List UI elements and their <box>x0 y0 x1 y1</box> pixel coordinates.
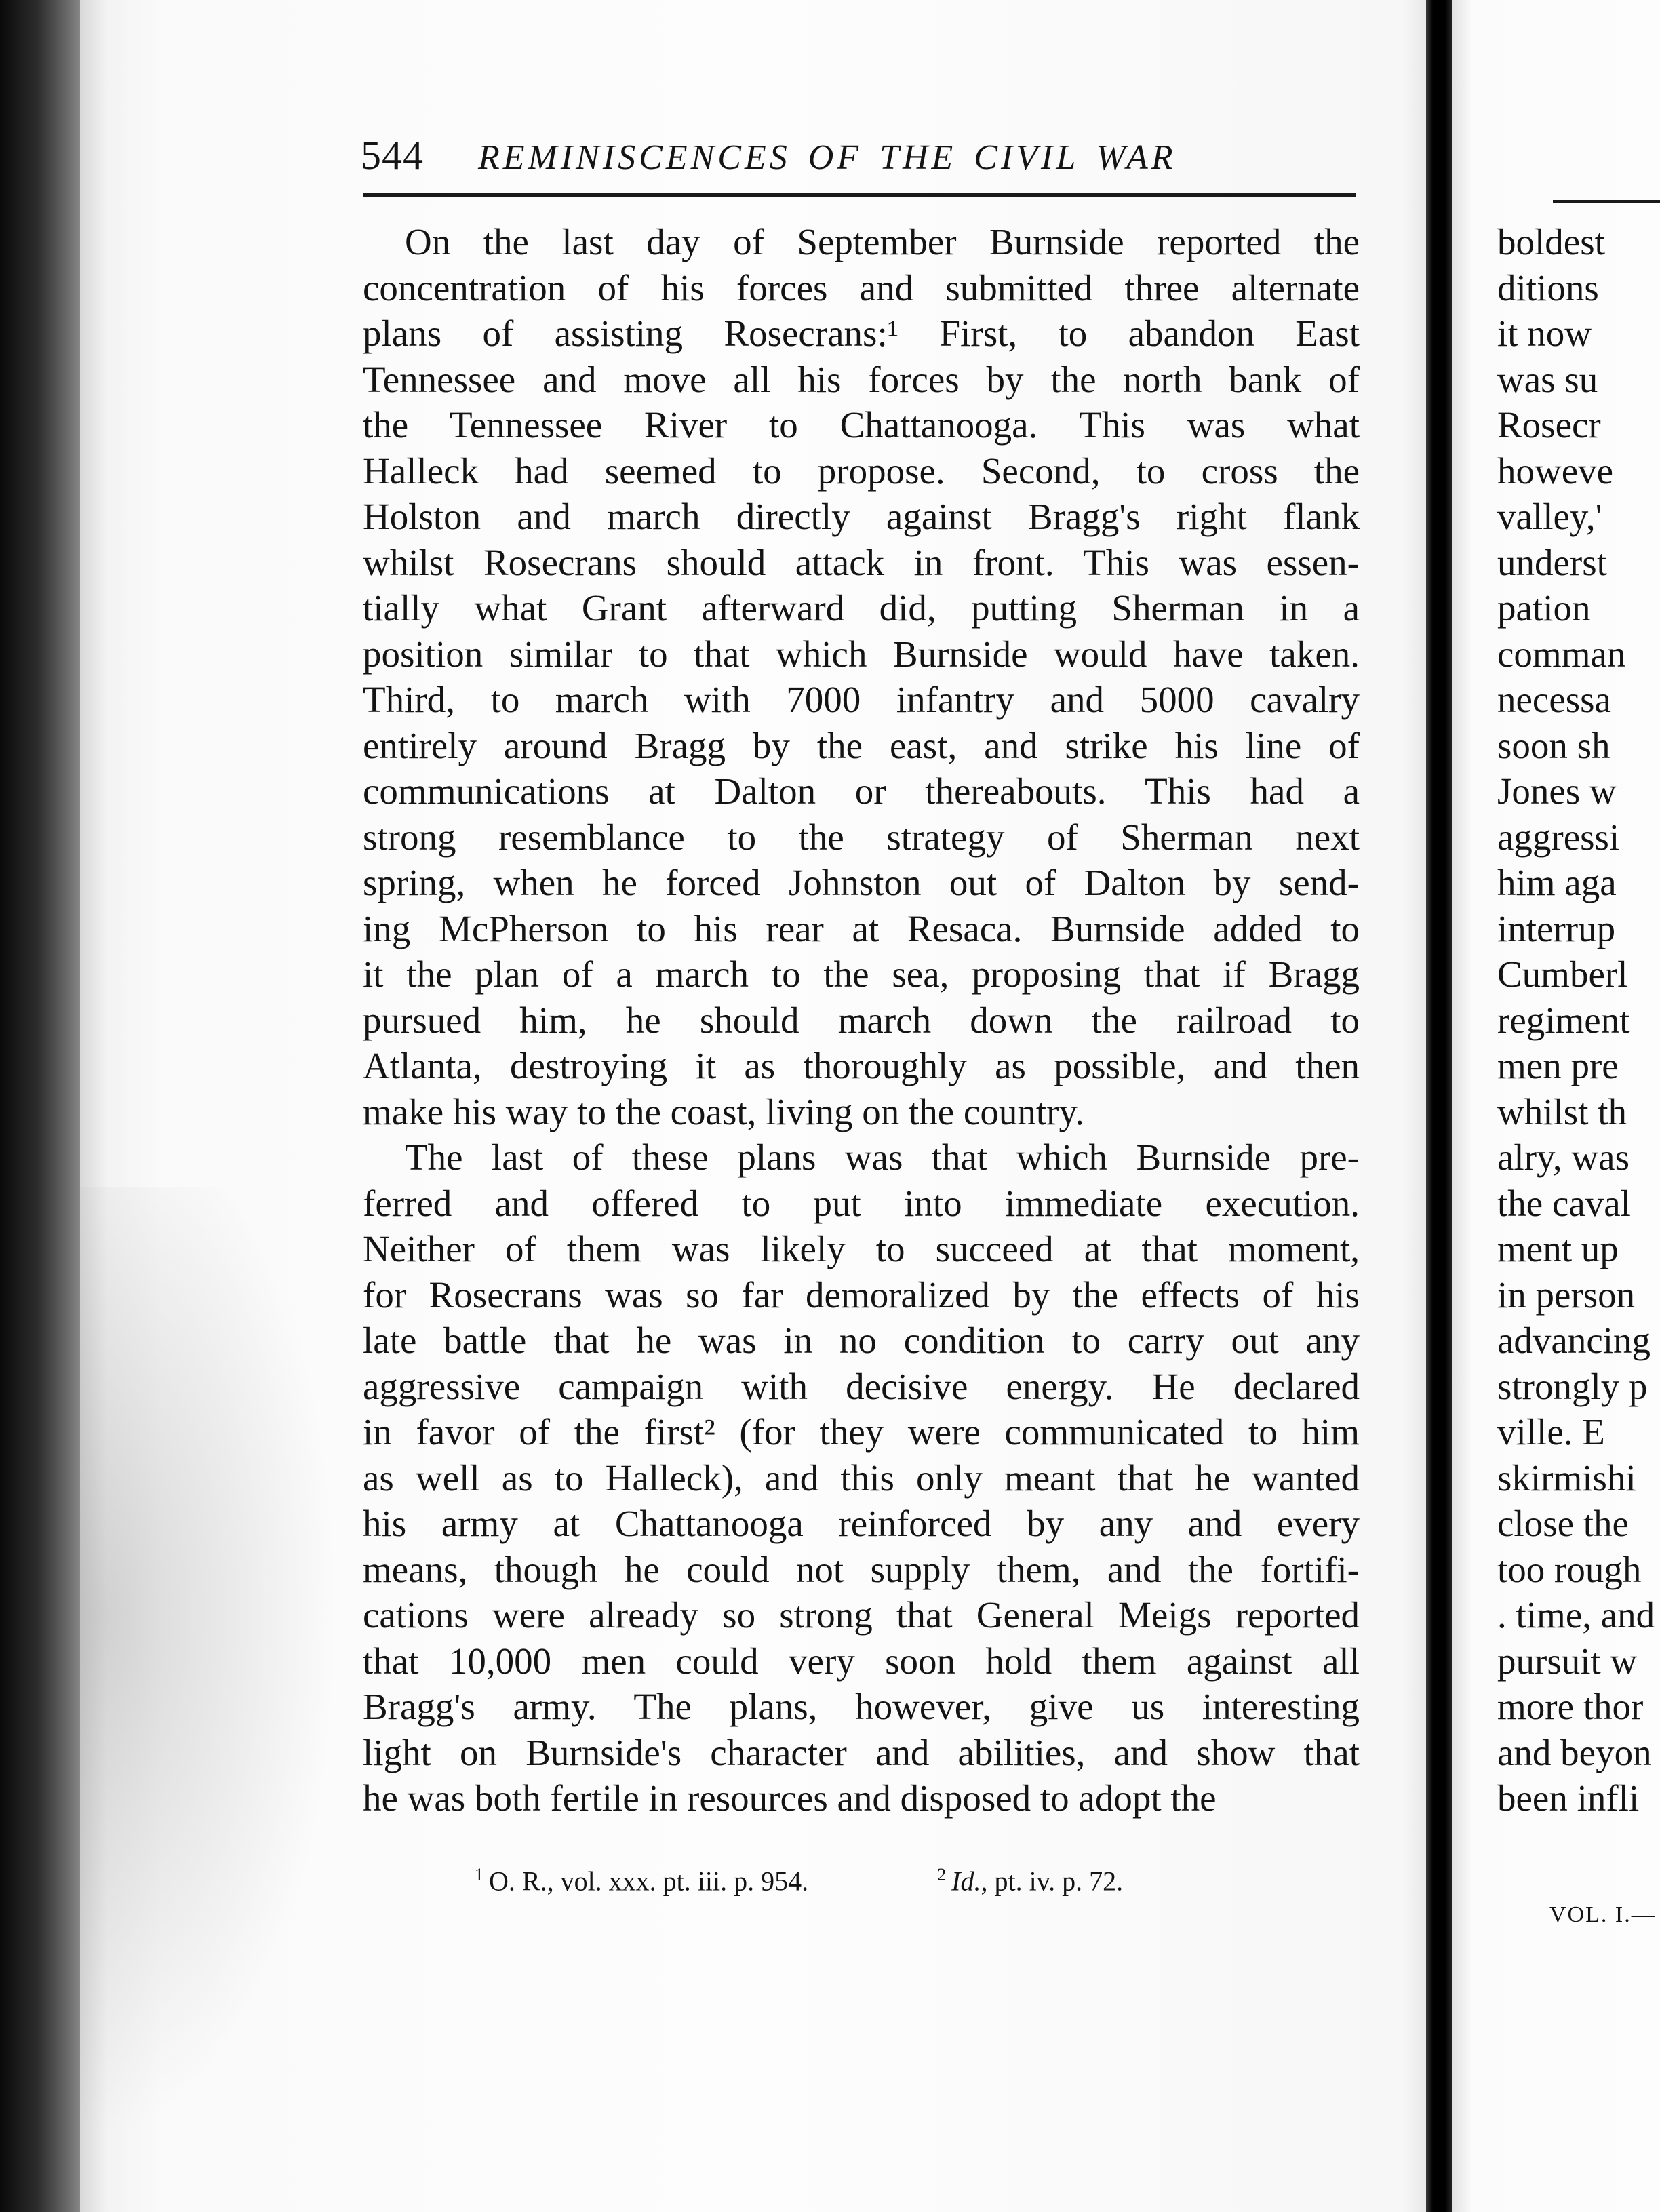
right-page-line: Rosecr <box>1497 404 1601 446</box>
text-line: as well as to Halleck), and this only meant that he wanted <box>363 1457 1360 1499</box>
right-page-line: ditions <box>1497 266 1599 309</box>
right-page-text <box>1497 219 1660 1821</box>
header-rule <box>363 193 1356 197</box>
right-page-line: alry, was <box>1497 1137 1629 1178</box>
text-line: strong resemblance to the strategy of Sherman next <box>363 816 1360 858</box>
right-page-line: ville. E <box>1497 1411 1605 1453</box>
text-line: Third, to march with 7000 infantry and 5000 cavalry <box>363 679 1360 720</box>
text-line: tially what Grant afterward did, putting Sherman in a <box>363 587 1360 629</box>
right-page-line: him aga <box>1497 862 1617 903</box>
right-page-line: regiment <box>1497 999 1630 1041</box>
right-page-line: too rough <box>1497 1548 1642 1590</box>
right-page-signature-mark: VOL. I.— <box>1549 1902 1656 1927</box>
right-page-line: necessa <box>1497 679 1611 720</box>
text-line: late battle that he was in no condition to carry out any <box>363 1320 1360 1361</box>
text-line: for Rosecrans was so far demoralized by the effects of his <box>363 1273 1360 1316</box>
text-line: ing McPherson to his rear at Resaca. Burnside added to <box>363 907 1360 949</box>
right-page-line: in person <box>1497 1273 1636 1316</box>
text-line: Holston and march directly against Bragg's right flank <box>363 496 1360 537</box>
footnote-1-mark: 1 <box>475 1865 483 1884</box>
right-page-line: strongly p <box>1497 1365 1648 1407</box>
text-line: Halleck had seemed to propose. Second, to cross the <box>363 450 1360 492</box>
text-line: communications at Dalton or thereabouts. This had a <box>363 770 1360 812</box>
right-page-line: soon sh <box>1497 724 1610 766</box>
text-line: his army at Chattanooga reinforced by any and every <box>363 1503 1360 1544</box>
right-page-line: . time, and <box>1497 1594 1655 1636</box>
text-line: pursued him, he should march down the railroad to <box>363 999 1360 1041</box>
text-line: spring, when he forced Johnston out of Dalton by send- <box>363 862 1360 903</box>
right-page-line: ment up <box>1497 1228 1619 1269</box>
right-page-line: was su <box>1497 358 1598 400</box>
right-page-line: whilst th <box>1497 1090 1627 1132</box>
text-line: Bragg's army. The plans, however, give us interesting <box>363 1686 1360 1727</box>
right-page-line: men pre <box>1497 1045 1619 1086</box>
text-line: means, though he could not supply them, and the fortifi- <box>363 1548 1360 1590</box>
right-page-line: Cumberl <box>1497 953 1628 995</box>
right-page-header-rule <box>1553 200 1660 203</box>
page-number: 544 <box>361 133 424 178</box>
right-page-line: and beyon <box>1497 1731 1652 1773</box>
text-line: the Tennessee River to Chattanooga. This was what <box>363 404 1360 446</box>
page-edge-shadow <box>0 0 88 2212</box>
text-line: that 10,000 men could very soon hold them against all <box>363 1640 1360 1682</box>
text-line: plans of assisting Rosecrans:¹ First, to abandon East <box>363 313 1360 354</box>
book-gutter <box>1426 0 1452 2212</box>
right-page-line: interrup <box>1497 907 1616 949</box>
right-page-line: it now <box>1497 313 1592 354</box>
running-header <box>361 132 1364 193</box>
right-page-line: comman <box>1497 633 1626 675</box>
text-line: On the last day of September Burnside reported the <box>405 221 1360 262</box>
footnote-2 <box>937 1865 1123 1897</box>
text-line: cations were already so strong that General Meigs reported <box>363 1594 1360 1636</box>
text-line: aggressive campaign with decisive energy. He declared <box>363 1365 1360 1407</box>
right-page-line: skirmishi <box>1497 1457 1636 1499</box>
text-line: it the plan of a march to the sea, proposing that if Bragg <box>363 953 1360 995</box>
text-line: make his way to the coast, living on the country. <box>363 1090 1085 1132</box>
right-page-line: advancing <box>1497 1320 1651 1361</box>
text-line: Tennessee and move all his forces by the north bank of <box>363 358 1360 400</box>
text-line: Atlanta, destroying it as thoroughly as possible, and then <box>363 1045 1360 1086</box>
right-page-line: more thor <box>1497 1686 1644 1727</box>
text-line: concentration of his forces and submitted three alternate <box>363 266 1360 309</box>
text-line: light on Burnside's character and abilities, and show that <box>363 1731 1360 1773</box>
footnotes <box>475 1865 1288 1897</box>
text-line: he was both fertile in resources and disposed to adopt the <box>363 1777 1217 1819</box>
right-page-line: pursuit w <box>1497 1640 1638 1682</box>
text-line: whilst Rosecrans should attack in front. This was essen- <box>363 541 1360 583</box>
right-page-line: boldest <box>1497 221 1605 262</box>
right-page-line: Jones w <box>1497 770 1617 812</box>
text-line: Neither of them was likely to succeed at that moment, <box>363 1228 1360 1269</box>
footnote-2-text: , pt. iv. p. 72. <box>981 1865 1124 1897</box>
right-page-line: close the <box>1497 1503 1629 1544</box>
right-page-line: howeve <box>1497 450 1614 492</box>
right-page-line: underst <box>1497 541 1607 583</box>
right-page-line: aggressi <box>1497 816 1620 858</box>
running-title: REMINISCENCES OF THE CIVIL WAR <box>478 138 1177 177</box>
footnote-1 <box>475 1865 808 1897</box>
text-line: position similar to that which Burnside would have taken. <box>363 633 1360 675</box>
right-page-line: pation <box>1497 587 1591 629</box>
text-line: in favor of the first² (for they were communicated to him <box>363 1411 1360 1453</box>
right-page-line: valley,' <box>1497 496 1602 537</box>
footnote-1-text: O. R., vol. xxx. pt. iii. p. 954. <box>489 1865 809 1897</box>
text-line: entirely around Bragg by the east, and strike his line of <box>363 724 1360 766</box>
text-line: The last of these plans was that which Burnside pre- <box>405 1137 1360 1178</box>
right-page-line: the caval <box>1497 1182 1631 1224</box>
footnote-2-mark: 2 <box>937 1865 947 1884</box>
body-text <box>363 219 1360 1821</box>
text-line: ferred and offered to put into immediate execution. <box>363 1182 1360 1224</box>
footnote-2-ibid: Id. <box>951 1865 981 1897</box>
right-page-line: been infli <box>1497 1777 1640 1819</box>
